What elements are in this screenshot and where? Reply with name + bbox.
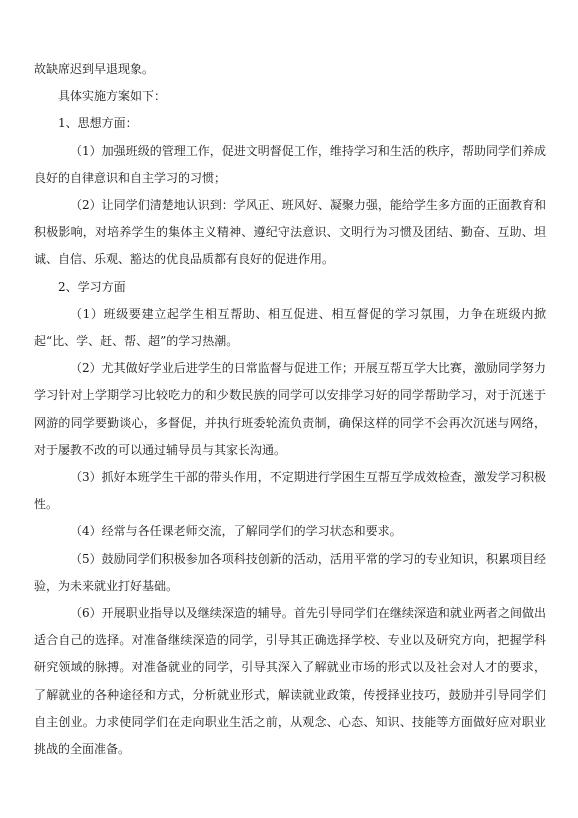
paragraph-ideology-1: （1）加强班级的管理工作，促进文明督促工作，维持学习和生活的秩序，帮助同学们养成良好的自律意识和自主学习的习惯；	[34, 143, 546, 185]
paragraph-plan-intro: 具体实施方案如下：	[58, 89, 167, 104]
heading-study: 2、学习方面	[58, 279, 126, 294]
paragraph-study-5: （5）鼓励同学们积极参加各项科技创新的活动，活用平常的学习的专业知识，积累项目经验，为未来就业打好基础。	[34, 551, 546, 593]
heading-ideology: 1、思想方面：	[58, 116, 138, 131]
document-page	[34, 56, 546, 763]
paragraph-study-2: （2）尤其做好学业后进学生的日常监督与促进工作；开展互帮互学大比赛，激励同学努力学习针对上学期学习比较吃力的和少数民族的同学可以安排学习好的同学帮助学习，对于沉迷于网游的同学要勤谈心，多督促，并执行班委轮流负责制，确保这样的同学不会再次沉迷与网络，对于屡教不改的可以通过辅导员与其家长沟通。	[34, 361, 546, 457]
paragraph-study-6: （6）开展职业指导以及继续深造的辅导。首先引导同学们在继续深造和就业两者之间做出适合自己的选择。对准备继续深造的同学，引导其正确选择学校、专业以及研究方向，把握学科研究领域的脉搏。对准备就业的同学，引导其深入了解就业市场的形式以及社会对人才的要求，了解就业的各种途径和方式，分析就业形式，解读就业政策，传授择业技巧，鼓励并引导同学们自主创业。力求使同学们在走向职业生活之前，从观念、心态、知识、技能等方面做好应对职业挑战的全面准备。	[34, 606, 546, 757]
paragraph-ideology-2: （2）让同学们清楚地认识到：学风正、班风好、凝聚力强，能给学生多方面的正面教育和积极影响，对培养学生的集体主义精神、遵纪守法意识、文明行为习惯及团结、勤奋、互助、坦诚、自信、乐观、豁达的优良品质都有良好的促进作用。	[34, 198, 546, 267]
paragraph-study-3: （3）抓好本班学生干部的带头作用，不定期进行学困生互帮互学成效检查，激发学习积极性。	[34, 470, 546, 512]
paragraph-study-1: （1）班级要建立起学生相互帮助、相互促进、相互督促的学习氛围，力争在班级内掀起“比、学、赶、帮、超”的学习热潮。	[34, 306, 546, 349]
paragraph-continuation: 故缺席迟到早退现象。	[34, 62, 155, 76]
paragraph-study-4: （4）经常与各任课老师交流，了解同学们的学习状态和要求。	[70, 524, 402, 539]
